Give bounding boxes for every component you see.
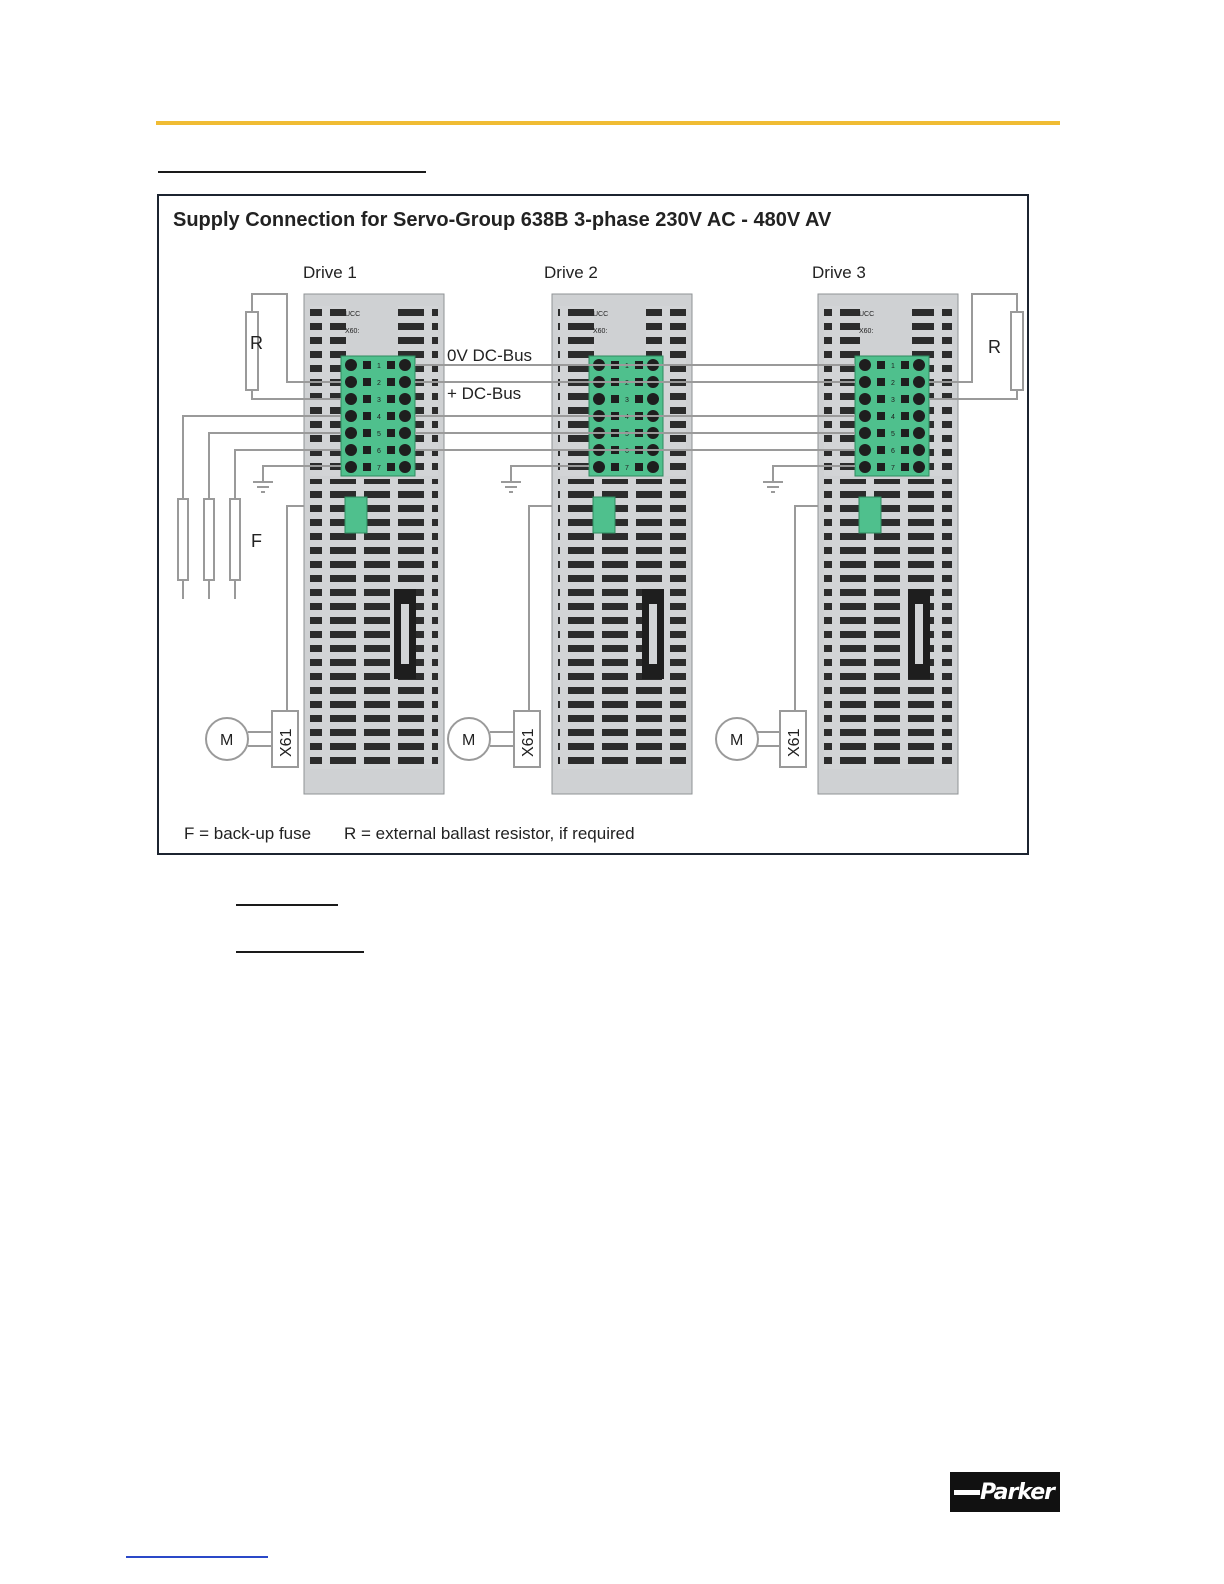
pin-screw-right — [647, 393, 659, 405]
pin-square — [877, 463, 885, 471]
pin-screw-left — [859, 461, 871, 473]
zero-v-dc-bus-label: 0V DC-Bus — [447, 346, 533, 365]
link-underline-2[interactable] — [236, 951, 364, 953]
pin-square-right — [901, 446, 909, 454]
pin-number: 3 — [891, 397, 895, 404]
pin-square-right — [901, 378, 909, 386]
pin-screw-right — [399, 444, 411, 456]
drive-1-label: Drive 1 — [303, 263, 357, 282]
pin-square-right — [387, 412, 395, 420]
pin-number: 4 — [377, 414, 381, 421]
resistor-right-label: R — [988, 337, 1001, 357]
pin-square-right — [901, 463, 909, 471]
pin-number: 1 — [891, 363, 895, 370]
pin-number: 4 — [891, 414, 895, 421]
pin-number: 2 — [891, 380, 895, 387]
pin-number: 5 — [377, 431, 381, 438]
drive-2-x01-terminal — [593, 497, 615, 533]
pin-square — [363, 412, 371, 420]
pin-screw-left — [593, 461, 605, 473]
pin-square — [363, 378, 371, 386]
drive-2-motor-label: M — [462, 732, 476, 749]
pin-screw-right — [399, 393, 411, 405]
drive-1-ucc-label: UCC — [345, 311, 361, 318]
pin-number: 5 — [625, 431, 629, 438]
pin-screw-left — [859, 359, 871, 371]
pin-screw-right — [913, 444, 925, 456]
pin-square — [611, 463, 619, 471]
pin-screw-right — [913, 461, 925, 473]
pin-square — [363, 446, 371, 454]
pin-square-right — [635, 395, 643, 403]
pin-square-right — [387, 463, 395, 471]
drive-3-x60-label: X60: — [859, 328, 874, 335]
pin-number: 7 — [891, 465, 895, 472]
parker-logo-text: Parker — [979, 1479, 1054, 1505]
pin-square — [363, 361, 371, 369]
figure-title: Supply Connection for Servo-Group 638B 3-phase 230V AC - 480V AV — [173, 209, 832, 231]
drive-1-x61-label: X61 — [278, 728, 295, 757]
drive-1-motor-label: M — [220, 732, 234, 749]
pin-number: 7 — [625, 465, 629, 472]
drive-3-x61-connector — [780, 711, 806, 767]
pin-screw-left — [345, 461, 357, 473]
supply-connection-diagram — [157, 194, 1029, 855]
pin-screw-left — [859, 410, 871, 422]
pin-square — [877, 429, 885, 437]
drive-2-x61-label: X61 — [520, 728, 537, 757]
pin-screw-left — [345, 444, 357, 456]
pin-number: 2 — [625, 380, 629, 387]
pin-number: 4 — [625, 414, 629, 421]
pin-screw-right — [913, 393, 925, 405]
fuse-label: F — [251, 531, 262, 551]
drive-3-x61-label: X61 — [786, 728, 803, 757]
resistor-left-label: R — [250, 333, 263, 353]
section-heading-underline — [158, 171, 426, 173]
pin-number: 2 — [377, 380, 381, 387]
pin-square — [363, 429, 371, 437]
pin-number: 6 — [625, 448, 629, 455]
pin-square — [877, 412, 885, 420]
drive-2-x61-connector — [514, 711, 540, 767]
parker-logo — [950, 1472, 1060, 1512]
pin-screw-right — [913, 427, 925, 439]
pin-screw-left — [345, 393, 357, 405]
drive-3-ucc-label: UCC — [859, 311, 875, 318]
pin-screw-right — [399, 410, 411, 422]
pin-number: 3 — [377, 397, 381, 404]
pin-number: 1 — [625, 363, 629, 370]
pin-screw-left — [345, 410, 357, 422]
pin-square — [363, 463, 371, 471]
pin-square-right — [387, 395, 395, 403]
pin-number: 1 — [377, 363, 381, 370]
pin-screw-right — [399, 376, 411, 388]
pin-square-right — [901, 429, 909, 437]
drive-1-motor — [206, 718, 248, 760]
pin-screw-left — [859, 376, 871, 388]
drive-1-x61-connector — [272, 711, 298, 767]
drive-2-label: Drive 2 — [544, 263, 598, 282]
plus-dc-bus-label: + DC-Bus — [447, 384, 522, 403]
pin-square — [611, 395, 619, 403]
pin-screw-left — [593, 393, 605, 405]
pin-screw-left — [859, 444, 871, 456]
footer-link-underline[interactable] — [126, 1556, 268, 1558]
pin-screw-left — [859, 427, 871, 439]
pin-square — [877, 446, 885, 454]
pin-square — [877, 378, 885, 386]
drive-2-x60-label: X60: — [593, 328, 608, 335]
pin-square-right — [901, 412, 909, 420]
pin-number: 6 — [891, 448, 895, 455]
drive-1-x01-terminal — [345, 497, 367, 533]
pin-number: 7 — [377, 465, 381, 472]
resistor-right — [1011, 312, 1023, 390]
pin-screw-right — [399, 427, 411, 439]
pin-square-right — [901, 395, 909, 403]
pin-square-right — [635, 463, 643, 471]
pin-square-right — [901, 361, 909, 369]
pin-screw-right — [399, 359, 411, 371]
pin-screw-right — [647, 461, 659, 473]
pin-screw-left — [859, 393, 871, 405]
pin-number: 5 — [891, 431, 895, 438]
drive-2-motor — [448, 718, 490, 760]
legend-resistor: R = external ballast resistor, if required — [344, 824, 635, 843]
pin-screw-right — [913, 410, 925, 422]
pin-square-right — [387, 446, 395, 454]
pin-square-right — [387, 361, 395, 369]
pin-screw-right — [913, 359, 925, 371]
fuse-1 — [178, 499, 188, 580]
pin-screw-left — [345, 427, 357, 439]
pin-screw-right — [399, 461, 411, 473]
drive-2-ucc-label: UCC — [593, 311, 609, 318]
drive-1-x60-label: X60: — [345, 328, 360, 335]
logo-bar — [954, 1490, 980, 1495]
pin-square-right — [387, 429, 395, 437]
link-underline-1[interactable] — [236, 904, 338, 906]
pin-screw-left — [345, 376, 357, 388]
drive-3-motor-label: M — [730, 732, 744, 749]
drive-3-label: Drive 3 — [812, 263, 866, 282]
drive-3-x01-terminal — [859, 497, 881, 533]
pin-screw-left — [345, 359, 357, 371]
drive-3-motor — [716, 718, 758, 760]
pin-number: 6 — [377, 448, 381, 455]
pin-square — [877, 395, 885, 403]
top-accent-rule — [156, 121, 1060, 125]
pin-number: 3 — [625, 397, 629, 404]
fuse-2 — [204, 499, 214, 580]
pin-square-right — [387, 378, 395, 386]
pin-square — [877, 361, 885, 369]
fuse-3 — [230, 499, 240, 580]
pin-square — [363, 395, 371, 403]
pin-screw-right — [913, 376, 925, 388]
legend-fuse: F = back-up fuse — [184, 824, 312, 843]
